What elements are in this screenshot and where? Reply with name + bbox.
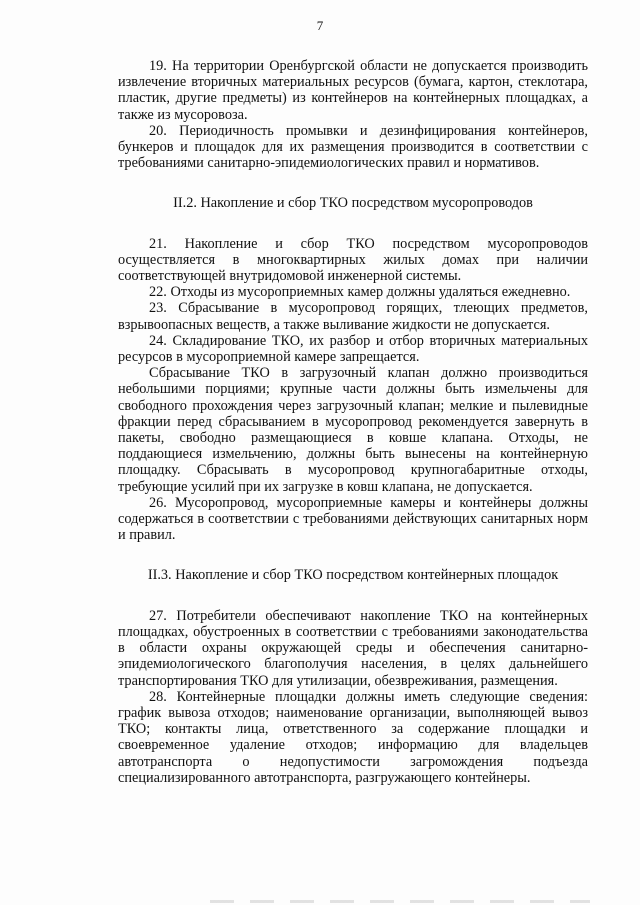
paragraph-21: 21. Накопление и сбор ТКО посредством мусоропроводов осуществляется в многоквартирных жилых домах при наличии соответствующей внутридомовой инженерной системы. (118, 235, 588, 285)
spacer (118, 171, 588, 195)
paragraph-23: 23. Сбрасывание в мусоропровод горящих, тлеющих предметов, взрывоопасных веществ, а также выливание жидкости не допускается. (118, 300, 588, 333)
paragraph-28: 28. Контейнерные площадки должны иметь следующие сведения: график вывоза отходов; наименование организации, выполняющей вывоз ТКО; контакты лица, ответственного за содержание площадки и своевременное удаление отходов; информацию для владельцев автотранспорта о недопустимости загромождения подъезда специализированного автотранспорта, разгружающего контейнеры. (118, 688, 588, 786)
paragraph-22: 22. Отходы из мусороприемных камер должны удаляться ежедневно. (149, 284, 571, 301)
spacer (118, 584, 588, 608)
paragraph-26: 26. Мусоропровод, мусороприемные камеры и контейнеры должны содержаться в соответствии с требованиями действующих санитарных норм и правил. (118, 494, 588, 544)
section-heading-2-3: II.3. Накопление и сбор ТКО посредством контейнерных площадок (147, 567, 559, 584)
spacer (118, 543, 588, 567)
paragraph-24-continued: Сбрасывание ТКО в загрузочный клапан должно производиться небольшими порциями; крупные части должны быть измельчены для свободного прохождения через загрузочный клапан; мелкие и пылевидные фракции перед сбрасыванием в мусоропровод рекомендуется завернуть в пакеты, свободно размещающиеся в ковше клапана. Отходы, не поддающиеся измельчению, должны быть вынесены на контейнерную площадку. Сбрасывать в мусоропровод крупногабаритные отходы, требующие усилий при их загрузке в ковш клапана, не допускается. (118, 365, 588, 495)
page-number: 7 (316, 18, 324, 33)
paragraph-24: 24. Складирование ТКО, их разбор и отбор вторичных материальных ресурсов в мусороприемной камере запрещается. (118, 332, 588, 366)
section-heading-2-2: II.2. Накопление и сбор ТКО посредством мусоропроводов (173, 195, 533, 212)
scan-artifact (210, 900, 590, 903)
paragraph-19: 19. На территории Оренбургской области не допускается производить извлечение вторичных материальных ресурсов (бумага, картон, стеклотара, пластик, другие предметы) из контейнеров на контейнерных площадках, а также из мусоровоза. (118, 58, 588, 123)
spacer (118, 212, 588, 236)
document-body (118, 58, 588, 786)
paragraph-20: 20. Периодичность промывки и дезинфицирования контейнеров, бункеров и площадок для их размещения производится в соответствии с требованиями санитарно-эпидемиологических правил и нормативов. (118, 122, 588, 172)
paragraph-27: 27. Потребители обеспечивают накопление ТКО на контейнерных площадках, обустроенных в соответствии с требованиями законодательства в области охраны окружающей среды и обеспечения санитарно-эпидемиологического благополучия населения, в целях дальнейшего транспортирования ТКО для утилизации, обезвреживания, размещения. (118, 607, 588, 689)
